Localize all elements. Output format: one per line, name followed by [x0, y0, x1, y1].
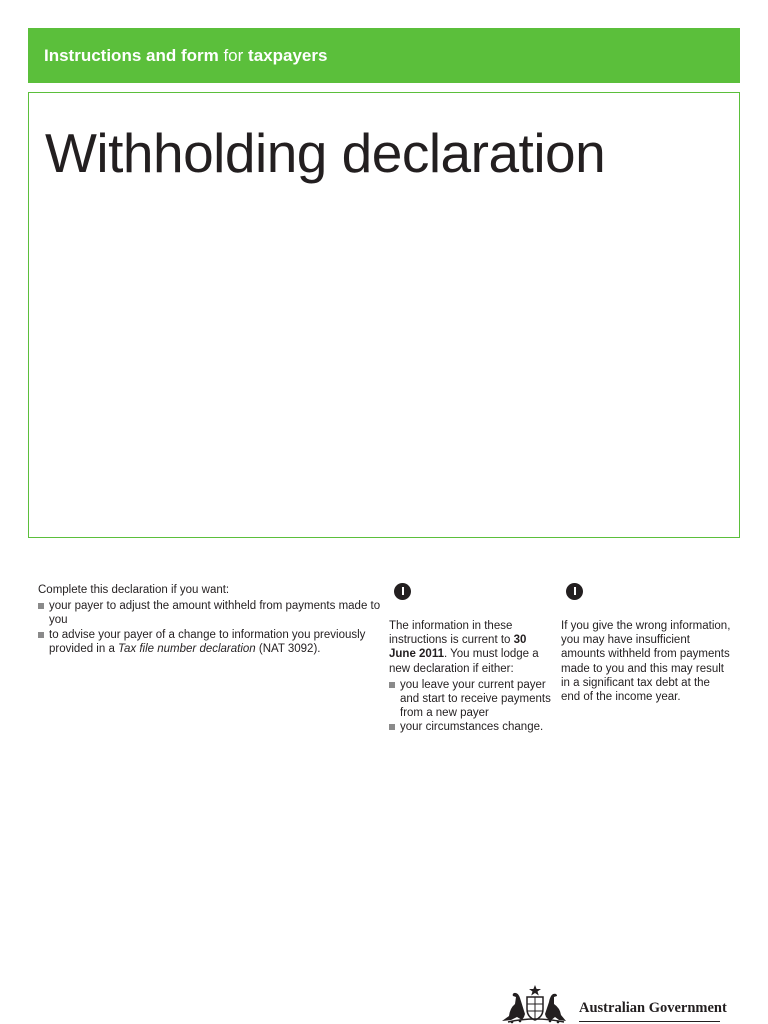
- alert-icon: [566, 583, 583, 600]
- intro-bullet-list: [38, 599, 383, 656]
- agency-underline: [579, 1021, 720, 1022]
- title-box: [28, 92, 740, 538]
- list-item: [389, 678, 554, 721]
- intro-bullet-2-italic: Tax file number declaration: [118, 642, 256, 655]
- current-info-bullet-1: you leave your current payer and start to receive payments from a new payer: [400, 678, 551, 720]
- australian-government-logo: [498, 984, 728, 1024]
- list-item: [38, 628, 383, 656]
- bullet-square-icon: [38, 632, 44, 638]
- alert-icon: [394, 583, 411, 600]
- current-info-bullet-2: your circumstances change.: [400, 721, 544, 734]
- bullet-square-icon: [38, 603, 44, 609]
- bullet-square-icon: [389, 682, 395, 688]
- intro-text: Complete this declaration if you want:: [38, 584, 230, 596]
- agency-name: Australian Government: [579, 1000, 727, 1016]
- list-item: [38, 599, 383, 627]
- page-title: Withholding declaration: [45, 122, 606, 184]
- bullet-square-icon: [389, 724, 395, 730]
- current-info-bullet-list: [389, 678, 554, 735]
- current-info-column: [389, 583, 554, 735]
- intro-bullet-2-before: to advise your payer of a change to information you previously provided in a: [49, 628, 366, 655]
- header-part3: taxpayers: [248, 45, 328, 65]
- header-bar: [28, 28, 740, 83]
- warning-text: If you give the wrong information, you may have insufficient amounts withheld from payments made to you and this may result in a significant tax debt at the end of the income year.: [561, 620, 731, 704]
- current-info-before: The information in these instructions is current to: [389, 620, 514, 647]
- intro-bullet-2-after: (NAT 3092).: [255, 642, 321, 655]
- header-part2: for: [218, 45, 249, 65]
- intro-column: [38, 583, 383, 656]
- current-info-after: . You must lodge a new declaration if either:: [389, 648, 539, 675]
- header-part1: Instructions and form: [44, 45, 219, 65]
- warning-column: [561, 583, 731, 704]
- coat-of-arms-icon: [498, 984, 572, 1024]
- list-item: [389, 720, 554, 734]
- intro-bullet-1: your payer to adjust the amount withheld from payments made to you: [49, 600, 381, 627]
- current-info-text: [389, 619, 554, 676]
- current-info-date: 30 June 2011: [389, 634, 527, 661]
